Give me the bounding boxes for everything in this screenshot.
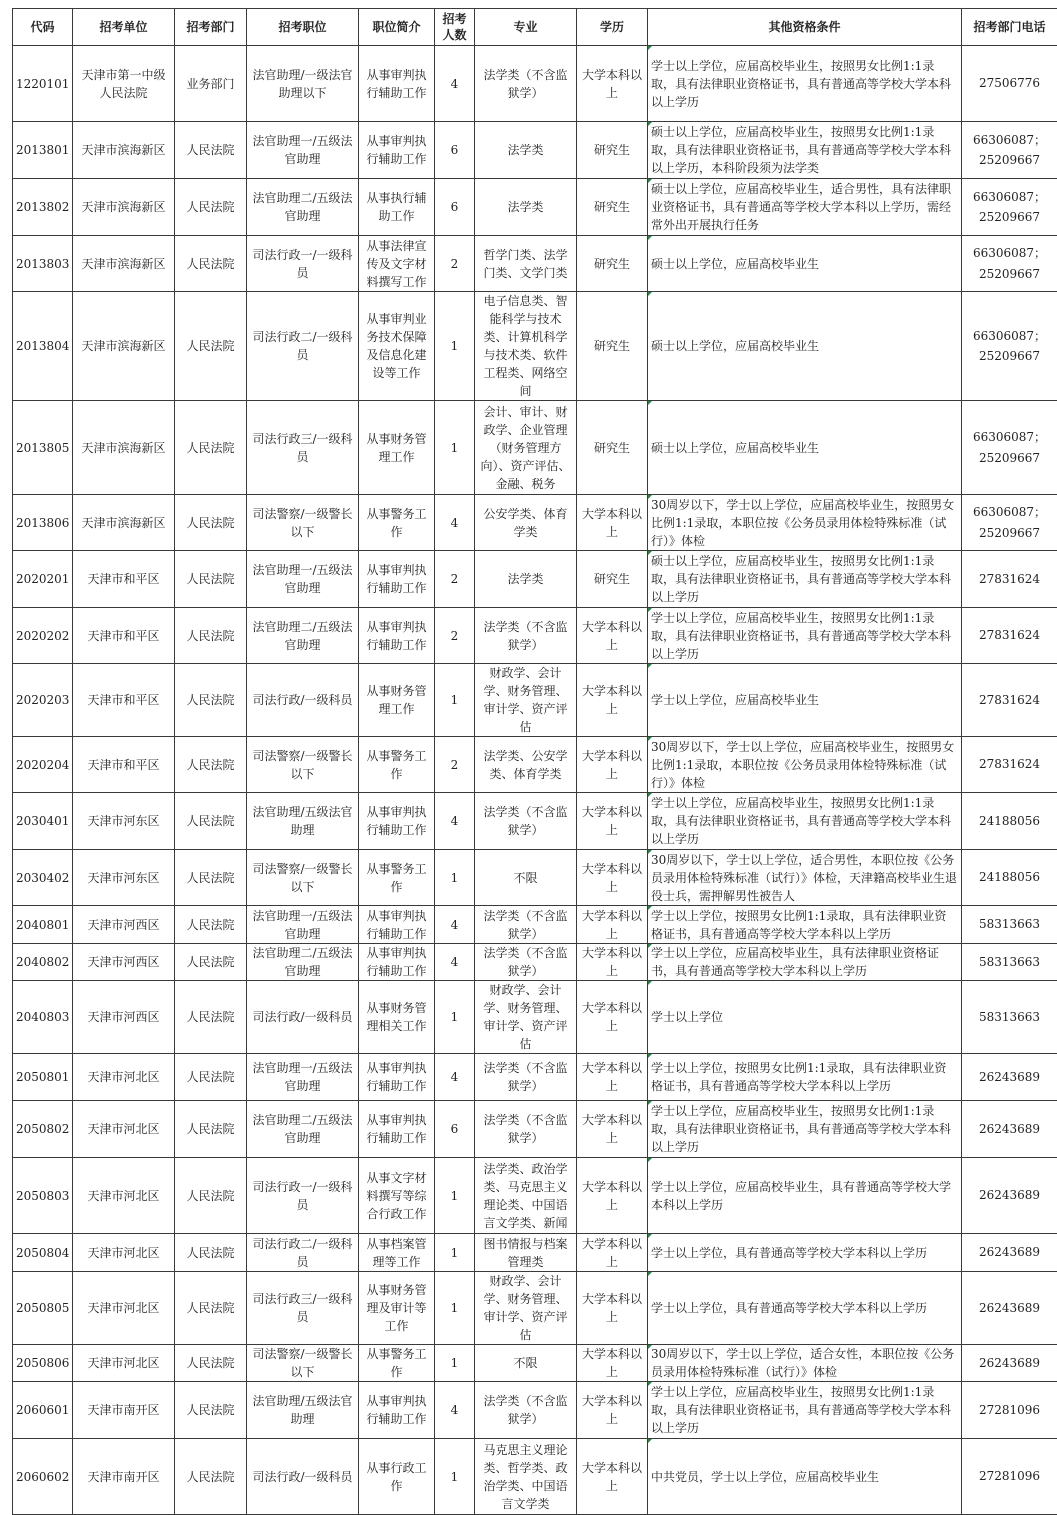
cell-edu: 研究生 xyxy=(577,401,648,495)
cell-edu: 大学本科以上 xyxy=(577,944,648,981)
cell-title: 法官助理一/五级法官助理 xyxy=(247,551,359,608)
cell-phone: 24188056 xyxy=(962,793,1057,850)
table-header xyxy=(13,9,1057,46)
cell-title: 法官助理二/五级法官助理 xyxy=(247,608,359,664)
cell-dept: 人民法院 xyxy=(175,906,247,944)
cell-code: 2050805 xyxy=(13,1272,73,1345)
cell-desc: 从事财务管理及审计等工作 xyxy=(359,1272,435,1345)
cell-num: 1 xyxy=(435,1439,475,1515)
cell-edu: 大学本科以上 xyxy=(577,1272,648,1345)
cell-num: 1 xyxy=(435,1234,475,1272)
cell-phone: 58313663 xyxy=(962,944,1057,981)
cell-num: 1 xyxy=(435,981,475,1054)
table-row xyxy=(13,401,1057,495)
cell-title: 司法行政二/一级科员 xyxy=(247,292,359,401)
header-title: 招考职位 xyxy=(247,9,359,46)
cell-major: 法学类 xyxy=(475,179,577,236)
cell-major: 财政学、会计学、财务管理、审计学、资产评估 xyxy=(475,1272,577,1345)
table-row xyxy=(13,1382,1057,1439)
cell-unit: 天津市河北区 xyxy=(73,1054,175,1101)
table-row xyxy=(13,906,1057,944)
cell-title: 司法行政一/一级科员 xyxy=(247,236,359,292)
cell-code: 2040801 xyxy=(13,906,73,944)
cell-code: 2060602 xyxy=(13,1439,73,1515)
cell-desc: 从事警务工作 xyxy=(359,495,435,551)
header-row xyxy=(13,9,1057,46)
cell-code: 2050804 xyxy=(13,1234,73,1272)
cell-unit: 天津市南开区 xyxy=(73,1382,175,1439)
table-row xyxy=(13,1439,1057,1515)
cell-cond: 学士以上学位，应届高校毕业生，按照男女比例1:1录取，具有法律职业资格证书，具有普通高等学校大学本科以上学历 xyxy=(648,46,962,122)
cell-dept: 人民法院 xyxy=(175,551,247,608)
cell-num: 2 xyxy=(435,608,475,664)
cell-dept: 人民法院 xyxy=(175,1234,247,1272)
cell-phone: 26243689 xyxy=(962,1234,1057,1272)
cell-code: 2013804 xyxy=(13,292,73,401)
cell-num: 6 xyxy=(435,122,475,179)
cell-unit: 天津市河西区 xyxy=(73,944,175,981)
cell-dept: 人民法院 xyxy=(175,495,247,551)
cell-cond: 硕士以上学位，应届高校毕业生 xyxy=(648,292,962,401)
cell-edu: 研究生 xyxy=(577,236,648,292)
cell-title: 司法行政/一级科员 xyxy=(247,664,359,737)
cell-major: 法学类（不含监狱学） xyxy=(475,1054,577,1101)
cell-num: 2 xyxy=(435,236,475,292)
cell-dept: 人民法院 xyxy=(175,122,247,179)
cell-desc: 从事执行辅助工作 xyxy=(359,179,435,236)
cell-desc: 从事财务管理工作 xyxy=(359,664,435,737)
cell-unit: 天津市河北区 xyxy=(73,1158,175,1234)
cell-desc: 从事财务管理工作 xyxy=(359,401,435,495)
cell-num: 4 xyxy=(435,1054,475,1101)
cell-cond: 30周岁以下，学士以上学位，应届高校毕业生，按照男女比例1:1录取，本职位按《公务员录用体检特殊标准（试行）》体检 xyxy=(648,737,962,793)
cell-desc: 从事审判执行辅助工作 xyxy=(359,551,435,608)
recruitment-table xyxy=(12,8,1057,1515)
cell-dept: 业务部门 xyxy=(175,46,247,122)
cell-title: 司法行政三/一级科员 xyxy=(247,401,359,495)
cell-code: 2013801 xyxy=(13,122,73,179)
cell-unit: 天津市和平区 xyxy=(73,608,175,664)
cell-edu: 研究生 xyxy=(577,551,648,608)
table-row xyxy=(13,944,1057,981)
table-row xyxy=(13,1101,1057,1158)
cell-desc: 从事审判执行辅助工作 xyxy=(359,906,435,944)
cell-code: 2020204 xyxy=(13,737,73,793)
cell-num: 2 xyxy=(435,551,475,608)
cell-major: 图书情报与档案管理类 xyxy=(475,1234,577,1272)
cell-edu: 大学本科以上 xyxy=(577,495,648,551)
cell-code: 2060601 xyxy=(13,1382,73,1439)
cell-major: 财政学、会计学、财务管理、审计学、资产评估 xyxy=(475,664,577,737)
cell-num: 6 xyxy=(435,179,475,236)
cell-desc: 从事档案管理等工作 xyxy=(359,1234,435,1272)
cell-unit: 天津市和平区 xyxy=(73,737,175,793)
header-phone: 招考部门电话 xyxy=(962,9,1057,46)
cell-phone: 66306087； 25209667 xyxy=(962,122,1057,179)
cell-dept: 人民法院 xyxy=(175,1272,247,1345)
cell-title: 法官助理/一级法官助理以下 xyxy=(247,46,359,122)
cell-dept: 人民法院 xyxy=(175,850,247,906)
cell-cond: 30周岁以下，学士以上学位，适合女性，本职位按《公务员录用体检特殊标准（试行）》体检 xyxy=(648,1345,962,1382)
cell-unit: 天津市滨海新区 xyxy=(73,292,175,401)
cell-major: 法学类 xyxy=(475,122,577,179)
cell-num: 1 xyxy=(435,292,475,401)
cell-desc: 从事审判执行辅助工作 xyxy=(359,1054,435,1101)
table-row xyxy=(13,981,1057,1054)
cell-code: 2030401 xyxy=(13,793,73,850)
cell-code: 2020203 xyxy=(13,664,73,737)
cell-phone: 66306087； 25209667 xyxy=(962,292,1057,401)
cell-dept: 人民法院 xyxy=(175,981,247,1054)
cell-cond: 30周岁以下，学士以上学位，适合男性，本职位按《公务员录用体检特殊标准（试行）》体检，天津籍高校毕业生退役士兵，需押解男性被告人 xyxy=(648,850,962,906)
cell-edu: 大学本科以上 xyxy=(577,1234,648,1272)
cell-title: 司法行政二/一级科员 xyxy=(247,1234,359,1272)
cell-desc: 从事警务工作 xyxy=(359,737,435,793)
cell-cond: 硕士以上学位，应届高校毕业生 xyxy=(648,401,962,495)
cell-code: 2050803 xyxy=(13,1158,73,1234)
cell-desc: 从事行政工作 xyxy=(359,1439,435,1515)
cell-dept: 人民法院 xyxy=(175,664,247,737)
cell-cond: 中共党员，学士以上学位，应届高校毕业生 xyxy=(648,1439,962,1515)
table-body xyxy=(13,46,1057,1515)
cell-edu: 大学本科以上 xyxy=(577,46,648,122)
cell-dept: 人民法院 xyxy=(175,944,247,981)
cell-major: 电子信息类、智能科学与技术类、计算机科学与技术类、软件工程类、网络空间 xyxy=(475,292,577,401)
cell-edu: 大学本科以上 xyxy=(577,981,648,1054)
cell-code: 2040803 xyxy=(13,981,73,1054)
cell-cond: 学士以上学位 xyxy=(648,981,962,1054)
cell-desc: 从事审判业务技术保障及信息化建设等工作 xyxy=(359,292,435,401)
header-edu: 学历 xyxy=(577,9,648,46)
cell-phone: 58313663 xyxy=(962,981,1057,1054)
cell-code: 2030402 xyxy=(13,850,73,906)
cell-num: 4 xyxy=(435,1382,475,1439)
cell-cond: 学士以上学位，应届高校毕业生，按照男女比例1:1录取，具有法律职业资格证书，具有普通高等学校大学本科以上学历 xyxy=(648,1382,962,1439)
cell-phone: 66306087； 25209667 xyxy=(962,236,1057,292)
table-row xyxy=(13,236,1057,292)
cell-unit: 天津市河西区 xyxy=(73,981,175,1054)
cell-major: 法学类（不含监狱学） xyxy=(475,1382,577,1439)
cell-title: 司法行政三/一级科员 xyxy=(247,1272,359,1345)
recruitment-table-page xyxy=(12,8,1057,1515)
cell-phone: 27831624 xyxy=(962,551,1057,608)
cell-dept: 人民法院 xyxy=(175,1439,247,1515)
cell-title: 法官助理一/五级法官助理 xyxy=(247,122,359,179)
cell-cond: 学士以上学位，按照男女比例1:1录取，具有法律职业资格证书，具有普通高等学校大学本科以上学历 xyxy=(648,1054,962,1101)
cell-edu: 大学本科以上 xyxy=(577,1439,648,1515)
table-row xyxy=(13,495,1057,551)
table-row xyxy=(13,1272,1057,1345)
cell-code: 2013802 xyxy=(13,179,73,236)
cell-desc: 从事审判执行辅助工作 xyxy=(359,793,435,850)
cell-phone: 24188056 xyxy=(962,850,1057,906)
header-cond: 其他资格条件 xyxy=(648,9,962,46)
cell-major: 财政学、会计学、财务管理、审计学、资产评估 xyxy=(475,981,577,1054)
cell-dept: 人民法院 xyxy=(175,1054,247,1101)
cell-num: 1 xyxy=(435,850,475,906)
cell-dept: 人民法院 xyxy=(175,236,247,292)
cell-dept: 人民法院 xyxy=(175,1382,247,1439)
cell-cond: 学士以上学位，应届高校毕业生 xyxy=(648,664,962,737)
cell-dept: 人民法院 xyxy=(175,1101,247,1158)
cell-phone: 27506776 xyxy=(962,46,1057,122)
cell-unit: 天津市河北区 xyxy=(73,1234,175,1272)
header-major: 专业 xyxy=(475,9,577,46)
cell-dept: 人民法院 xyxy=(175,401,247,495)
cell-title: 法官助理二/五级法官助理 xyxy=(247,1101,359,1158)
cell-unit: 天津市南开区 xyxy=(73,1439,175,1515)
table-row xyxy=(13,793,1057,850)
cell-edu: 研究生 xyxy=(577,292,648,401)
cell-major: 法学类（不含监狱学） xyxy=(475,793,577,850)
header-desc: 职位简介 xyxy=(359,9,435,46)
cell-code: 2050801 xyxy=(13,1054,73,1101)
table-row xyxy=(13,1054,1057,1101)
cell-dept: 人民法院 xyxy=(175,793,247,850)
cell-num: 4 xyxy=(435,495,475,551)
cell-major: 法学类（不含监狱学） xyxy=(475,944,577,981)
cell-desc: 从事审判执行辅助工作 xyxy=(359,122,435,179)
cell-num: 4 xyxy=(435,906,475,944)
cell-cond: 学士以上学位，应届高校毕业生，按照男女比例1:1录取，具有法律职业资格证书，具有普通高等学校大学本科以上学历 xyxy=(648,793,962,850)
cell-phone: 26243689 xyxy=(962,1101,1057,1158)
cell-num: 4 xyxy=(435,46,475,122)
cell-desc: 从事审判执行辅助工作 xyxy=(359,1382,435,1439)
header-dept: 招考部门 xyxy=(175,9,247,46)
table-row xyxy=(13,850,1057,906)
cell-desc: 从事审判执行辅助工作 xyxy=(359,608,435,664)
header-unit: 招考单位 xyxy=(73,9,175,46)
cell-phone: 26243689 xyxy=(962,1054,1057,1101)
cell-unit: 天津市和平区 xyxy=(73,664,175,737)
cell-cond: 硕士以上学位，应届高校毕业生 xyxy=(648,236,962,292)
cell-num: 4 xyxy=(435,793,475,850)
cell-phone: 27281096 xyxy=(962,1439,1057,1515)
cell-desc: 从事警务工作 xyxy=(359,850,435,906)
cell-major: 法学类（不含监狱学） xyxy=(475,1101,577,1158)
cell-desc: 从事警务工作 xyxy=(359,1345,435,1382)
cell-code: 2050806 xyxy=(13,1345,73,1382)
cell-phone: 66306087； 25209667 xyxy=(962,179,1057,236)
cell-num: 1 xyxy=(435,1272,475,1345)
cell-unit: 天津市河西区 xyxy=(73,906,175,944)
cell-desc: 从事审判执行辅助工作 xyxy=(359,944,435,981)
cell-title: 法官助理/五级法官助理 xyxy=(247,1382,359,1439)
table-row xyxy=(13,737,1057,793)
table-row xyxy=(13,1234,1057,1272)
cell-cond: 学士以上学位，具有普通高等学校大学本科以上学历 xyxy=(648,1234,962,1272)
cell-code: 2020201 xyxy=(13,551,73,608)
table-row xyxy=(13,122,1057,179)
cell-phone: 26243689 xyxy=(962,1272,1057,1345)
cell-cond: 硕士以上学位，应届高校毕业生，按照男女比例1:1录取，具有法律职业资格证书，具有普通高等学校大学本科以上学历 xyxy=(648,551,962,608)
table-row xyxy=(13,292,1057,401)
table-row xyxy=(13,551,1057,608)
cell-major: 哲学门类、法学门类、文学门类 xyxy=(475,236,577,292)
cell-phone: 27281096 xyxy=(962,1382,1057,1439)
cell-edu: 研究生 xyxy=(577,122,648,179)
cell-dept: 人民法院 xyxy=(175,179,247,236)
cell-edu: 大学本科以上 xyxy=(577,906,648,944)
cell-unit: 天津市滨海新区 xyxy=(73,236,175,292)
cell-unit: 天津市滨海新区 xyxy=(73,495,175,551)
cell-major: 法学类 xyxy=(475,551,577,608)
cell-phone: 27831624 xyxy=(962,737,1057,793)
cell-title: 司法行政一/一级科员 xyxy=(247,1158,359,1234)
cell-phone: 26243689 xyxy=(962,1158,1057,1234)
cell-unit: 天津市滨海新区 xyxy=(73,122,175,179)
cell-edu: 大学本科以上 xyxy=(577,737,648,793)
cell-cond: 学士以上学位，应届高校毕业生，按照男女比例1:1录取，具有法律职业资格证书，具有普通高等学校大学本科以上学历 xyxy=(648,608,962,664)
cell-edu: 大学本科以上 xyxy=(577,1345,648,1382)
cell-major: 法学类、公安学类、体育学类 xyxy=(475,737,577,793)
cell-cond: 学士以上学位，应届高校毕业生，按照男女比例1:1录取，具有法律职业资格证书，具有普通高等学校大学本科以上学历 xyxy=(648,1101,962,1158)
cell-edu: 大学本科以上 xyxy=(577,1054,648,1101)
cell-unit: 天津市滨海新区 xyxy=(73,179,175,236)
cell-cond: 学士以上学位，具有普通高等学校大学本科以上学历 xyxy=(648,1272,962,1345)
cell-edu: 大学本科以上 xyxy=(577,608,648,664)
cell-cond: 硕士以上学位，应届高校毕业生，适合男性，具有法律职业资格证书，具有普通高等学校大学本科以上学历，需经常外出开展执行任务 xyxy=(648,179,962,236)
cell-num: 1 xyxy=(435,401,475,495)
cell-major: 法学类（不含监狱学） xyxy=(475,608,577,664)
cell-major: 会计、审计、财政学、企业管理（财务管理方向）、资产评估、金融、税务 xyxy=(475,401,577,495)
cell-dept: 人民法院 xyxy=(175,1345,247,1382)
cell-code: 2050802 xyxy=(13,1101,73,1158)
cell-num: 2 xyxy=(435,737,475,793)
cell-phone: 66306087； 25209667 xyxy=(962,401,1057,495)
cell-unit: 天津市河北区 xyxy=(73,1272,175,1345)
table-row xyxy=(13,608,1057,664)
cell-num: 6 xyxy=(435,1101,475,1158)
cell-unit: 天津市河东区 xyxy=(73,850,175,906)
cell-title: 法官助理二/五级法官助理 xyxy=(247,179,359,236)
cell-code: 1220101 xyxy=(13,46,73,122)
cell-cond: 学士以上学位，应届高校毕业生，具有普通高等学校大学本科以上学历 xyxy=(648,1158,962,1234)
cell-edu: 大学本科以上 xyxy=(577,850,648,906)
cell-dept: 人民法院 xyxy=(175,1158,247,1234)
cell-phone: 66306087； 25209667 xyxy=(962,495,1057,551)
cell-unit: 天津市第一中级人民法院 xyxy=(73,46,175,122)
cell-title: 法官助理一/五级法官助理 xyxy=(247,1054,359,1101)
cell-title: 司法警察/一级警长以下 xyxy=(247,850,359,906)
table-row xyxy=(13,1158,1057,1234)
cell-desc: 从事审判执行辅助工作 xyxy=(359,46,435,122)
cell-code: 2013806 xyxy=(13,495,73,551)
cell-phone: 26243689 xyxy=(962,1345,1057,1382)
cell-unit: 天津市河东区 xyxy=(73,793,175,850)
cell-major: 不限 xyxy=(475,1345,577,1382)
cell-cond: 硕士以上学位，应届高校毕业生，按照男女比例1:1录取，具有法律职业资格证书，具有普通高等学校大学本科以上学历，本科阶段须为法学类 xyxy=(648,122,962,179)
cell-edu: 大学本科以上 xyxy=(577,664,648,737)
cell-edu: 大学本科以上 xyxy=(577,1382,648,1439)
cell-unit: 天津市滨海新区 xyxy=(73,401,175,495)
cell-edu: 研究生 xyxy=(577,179,648,236)
cell-unit: 天津市河北区 xyxy=(73,1101,175,1158)
header-code: 代码 xyxy=(13,9,73,46)
cell-major: 法学类（不含监狱学） xyxy=(475,46,577,122)
cell-desc: 从事文字材料撰写等综合行政工作 xyxy=(359,1158,435,1234)
table-row xyxy=(13,179,1057,236)
cell-major: 不限 xyxy=(475,850,577,906)
cell-title: 法官助理/五级法官助理 xyxy=(247,793,359,850)
table-row xyxy=(13,664,1057,737)
cell-phone: 27831624 xyxy=(962,608,1057,664)
cell-cond: 学士以上学位，按照男女比例1:1录取，具有法律职业资格证书，具有普通高等学校大学本科以上学历 xyxy=(648,906,962,944)
cell-dept: 人民法院 xyxy=(175,737,247,793)
cell-cond: 学士以上学位，应届高校毕业生，具有法律职业资格证书，具有普通高等学校大学本科以上学历 xyxy=(648,944,962,981)
cell-major: 公安学类、体育学类 xyxy=(475,495,577,551)
cell-title: 法官助理二/五级法官助理 xyxy=(247,944,359,981)
cell-num: 1 xyxy=(435,1158,475,1234)
cell-phone: 58313663 xyxy=(962,906,1057,944)
table-row xyxy=(13,46,1057,122)
cell-num: 1 xyxy=(435,664,475,737)
cell-dept: 人民法院 xyxy=(175,292,247,401)
cell-edu: 大学本科以上 xyxy=(577,793,648,850)
cell-title: 法官助理一/五级法官助理 xyxy=(247,906,359,944)
cell-dept: 人民法院 xyxy=(175,608,247,664)
cell-major: 马克思主义理论类、哲学类、政治学类、中国语言文学类 xyxy=(475,1439,577,1515)
cell-major: 法学类、政治学类、马克思主义理论类、中国语言文学类、新闻 xyxy=(475,1158,577,1234)
cell-title: 司法警察/一级警长以下 xyxy=(247,1345,359,1382)
cell-unit: 天津市和平区 xyxy=(73,551,175,608)
cell-phone: 27831624 xyxy=(962,664,1057,737)
cell-unit: 天津市河北区 xyxy=(73,1345,175,1382)
cell-major: 法学类（不含监狱学） xyxy=(475,906,577,944)
cell-title: 司法行政/一级科员 xyxy=(247,1439,359,1515)
cell-desc: 从事财务管理相关工作 xyxy=(359,981,435,1054)
cell-num: 4 xyxy=(435,944,475,981)
cell-cond: 30周岁以下，学士以上学位，应届高校毕业生，按照男女比例1:1录取，本职位按《公务员录用体检特殊标准（试行）》体检 xyxy=(648,495,962,551)
cell-code: 2020202 xyxy=(13,608,73,664)
cell-code: 2040802 xyxy=(13,944,73,981)
cell-edu: 大学本科以上 xyxy=(577,1101,648,1158)
cell-code: 2013805 xyxy=(13,401,73,495)
cell-code: 2013803 xyxy=(13,236,73,292)
cell-title: 司法警察/一级警长以下 xyxy=(247,495,359,551)
header-num: 招考人数 xyxy=(435,9,475,46)
cell-desc: 从事审判执行辅助工作 xyxy=(359,1101,435,1158)
cell-title: 司法警察/一级警长以下 xyxy=(247,737,359,793)
cell-num: 1 xyxy=(435,1345,475,1382)
cell-edu: 大学本科以上 xyxy=(577,1158,648,1234)
cell-desc: 从事法律宣传及文字材料撰写工作 xyxy=(359,236,435,292)
table-row xyxy=(13,1345,1057,1382)
cell-title: 司法行政/一级科员 xyxy=(247,981,359,1054)
